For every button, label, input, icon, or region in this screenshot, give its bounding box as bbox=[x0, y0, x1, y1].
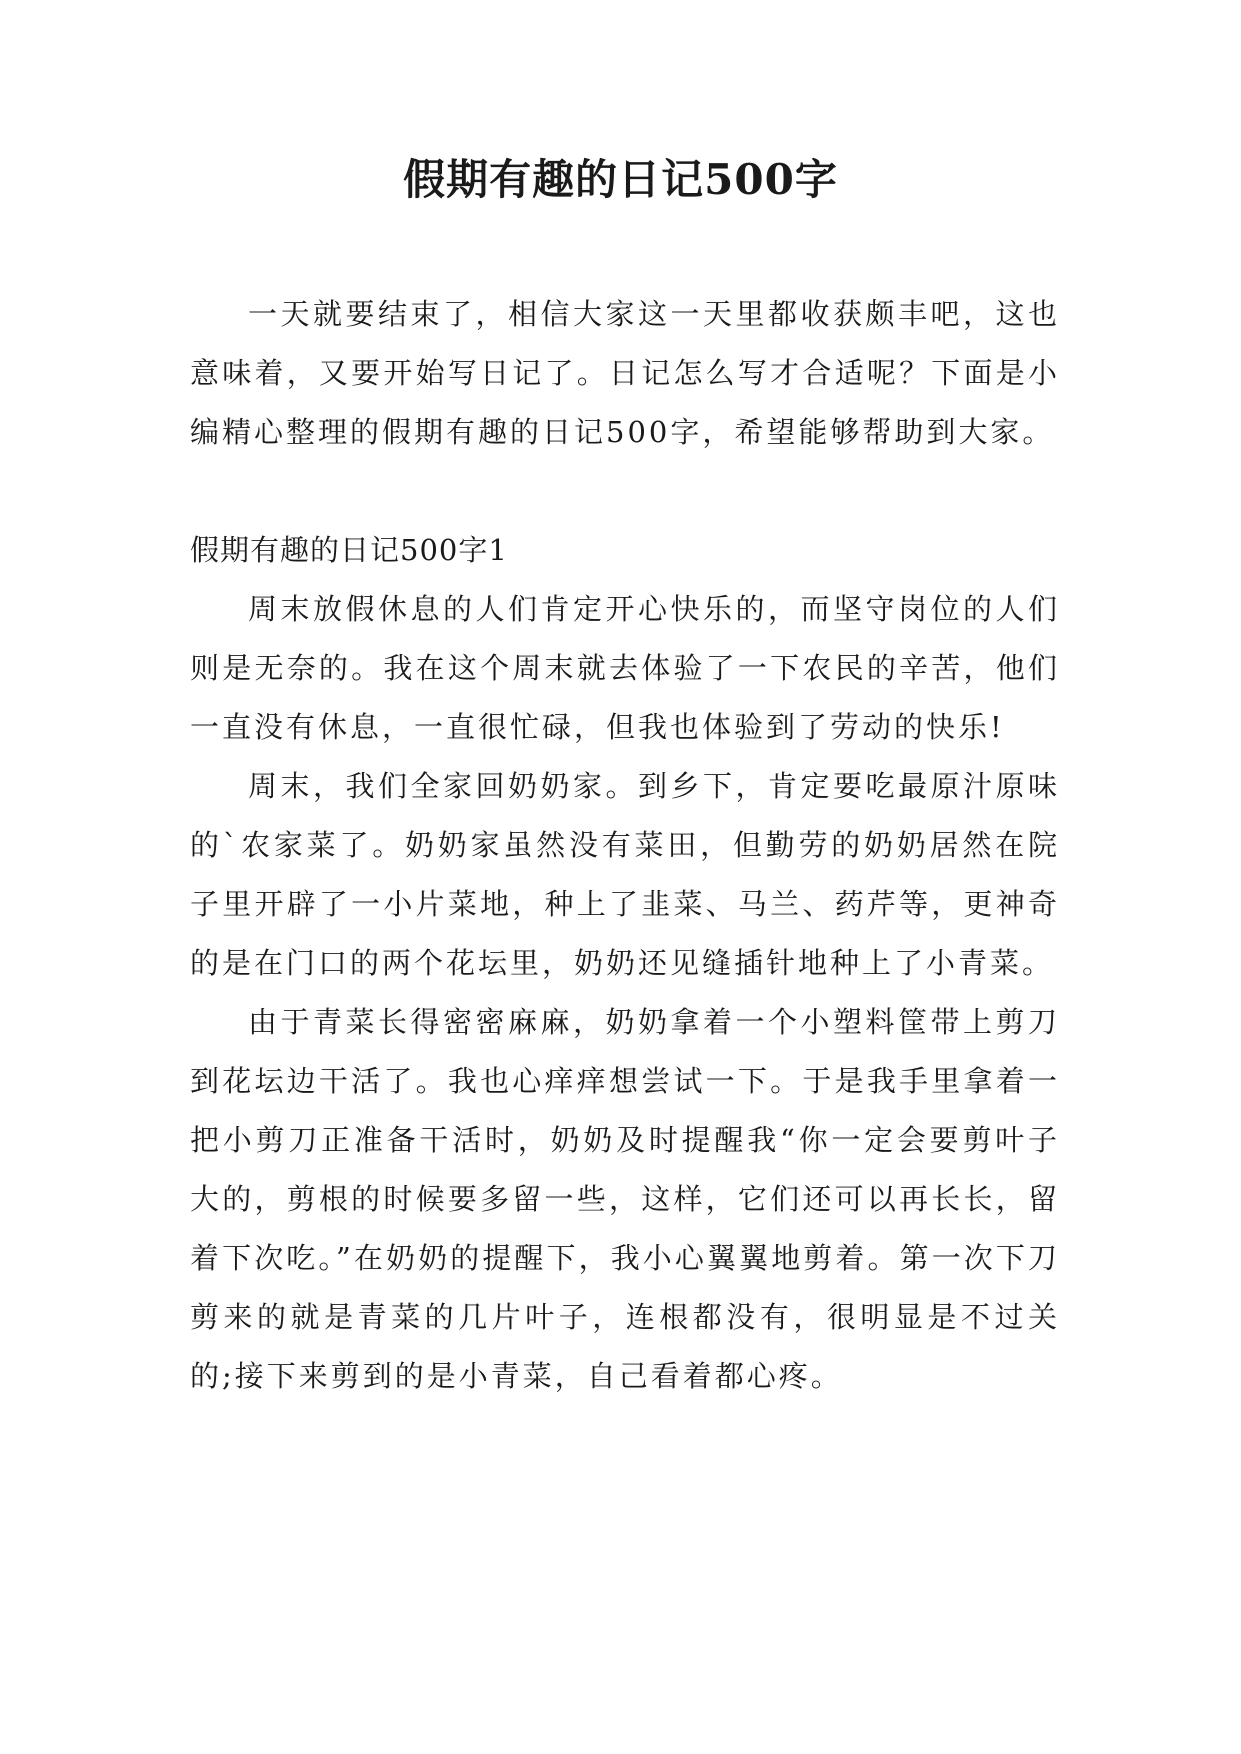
document-title: 假期有趣的日记500字 bbox=[403, 155, 838, 204]
document-body bbox=[190, 285, 1060, 1406]
body-paragraph-1: 周末放假休息的人们肯定开心快乐的，而坚守岗位的人们则是无奈的。我在这个周末就去体验了一下农民的辛苦，他们一直没有休息，一直很忙碌，但我也体验到了劳动的快乐! bbox=[190, 592, 1060, 744]
intro-paragraph: 一天就要结束了，相信大家这一天里都收获颇丰吧，这也意味着，又要开始写日记了。日记怎么写才合适呢？下面是小编精心整理的假期有趣的日记500字，希望能够帮助到大家。 bbox=[190, 297, 1060, 449]
body-paragraph-3: 由于青菜长得密密麻麻，奶奶拿着一个小塑料筐带上剪刀到花坛边干活了。我也心痒痒想尝试一下。于是我手里拿着一把小剪刀正准备干活时，奶奶及时提醒我“你一定会要剪叶子大的，剪根的时候要多留一些，这样，它们还可以再长长，留着下次吃。”在奶奶的提醒下，我小心翼翼地剪着。第一次下刀剪来的就是青菜的几片叶子，连根都没有，很明显是不过关的;接下来剪到的是小青菜，自己看着都心疼。 bbox=[190, 1005, 1060, 1393]
body-paragraph-2: 周末，我们全家回奶奶家。到乡下，肯定要吃最原汁原味的`农家菜了。奶奶家虽然没有菜田，但勤劳的奶奶居然在院子里开辟了一小片菜地，种上了韭菜、马兰、药芹等，更神奇的是在门口的两个花坛里，奶奶还见缝插针地种上了小青菜。 bbox=[190, 769, 1060, 980]
section-heading: 假期有趣的日记500字1 bbox=[190, 533, 508, 567]
